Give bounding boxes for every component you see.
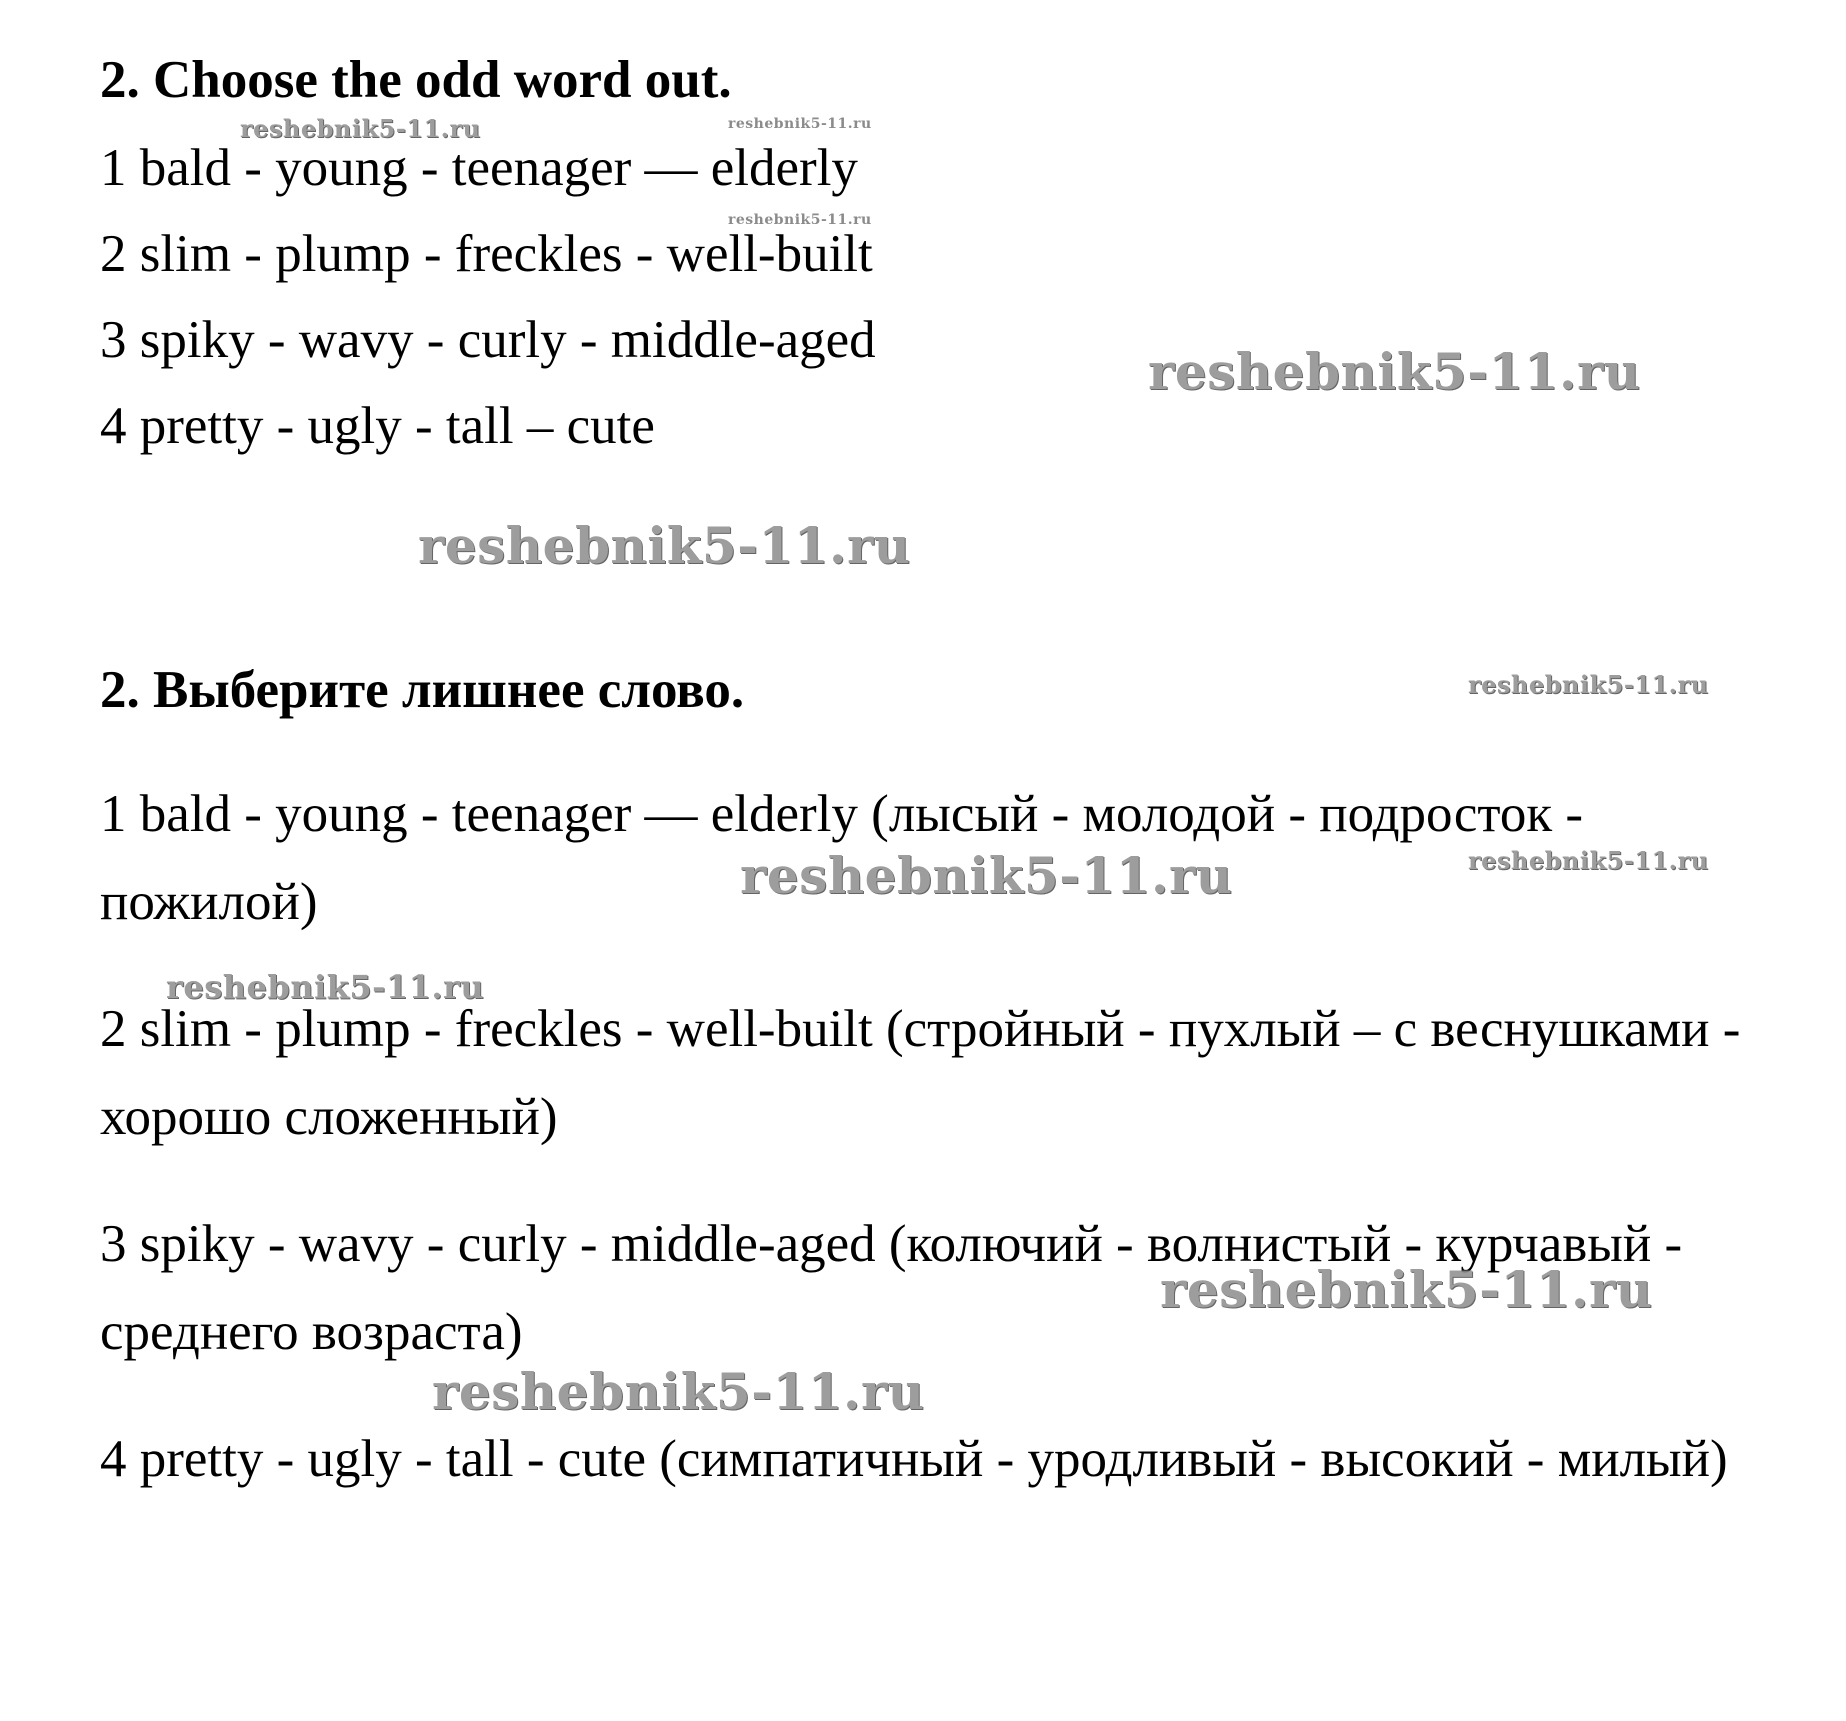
watermark: reshebnik5-11.ru — [1468, 670, 1709, 699]
russian-item-4: 4 pretty - ugly - tall - cute (симпатичный - уродливый - высокий - милый) — [100, 1430, 1728, 1488]
watermark: reshebnik5-11.ru — [240, 114, 481, 143]
watermark: reshebnik5-11.ru — [166, 968, 485, 1006]
russian-item-1: 1 bald - young - teenager — elderly (лысый - молодой - подросток - пожилой) — [100, 785, 1584, 931]
watermark: reshebnik5-11.ru — [728, 116, 872, 132]
watermark: reshebnik5-11.ru — [432, 1362, 925, 1421]
watermark: reshebnik5-11.ru — [1148, 342, 1641, 401]
russian-item-2: 2 slim - plump - freckles - well-built (стройный - пухлый – с веснушками - хорошо сложенный) — [100, 1000, 1741, 1146]
exercise-heading-english: 2. Choose the odd word out. — [100, 51, 732, 109]
watermark: reshebnik5-11.ru — [740, 846, 1233, 905]
exercise-heading-russian: 2. Выберите лишнее слово. — [100, 661, 745, 719]
russian-item-3: 3 spiky - wavy - curly - middle-aged (колючий - волнистый - курчавый - среднего возраста) — [100, 1215, 1683, 1361]
english-item-2: 2 slim - plump - freckles - well-built — [100, 225, 873, 283]
watermark: reshebnik5-11.ru — [1468, 846, 1709, 875]
english-item-3: 3 spiky - wavy - curly - middle-aged — [100, 311, 876, 369]
english-item-1: 1 bald - young - teenager — elderly — [100, 139, 858, 197]
watermark: reshebnik5-11.ru — [728, 212, 872, 228]
english-item-4: 4 pretty - ugly - tall – cute — [100, 397, 655, 455]
watermark: reshebnik5-11.ru — [1160, 1260, 1653, 1319]
watermark: reshebnik5-11.ru — [418, 516, 911, 575]
